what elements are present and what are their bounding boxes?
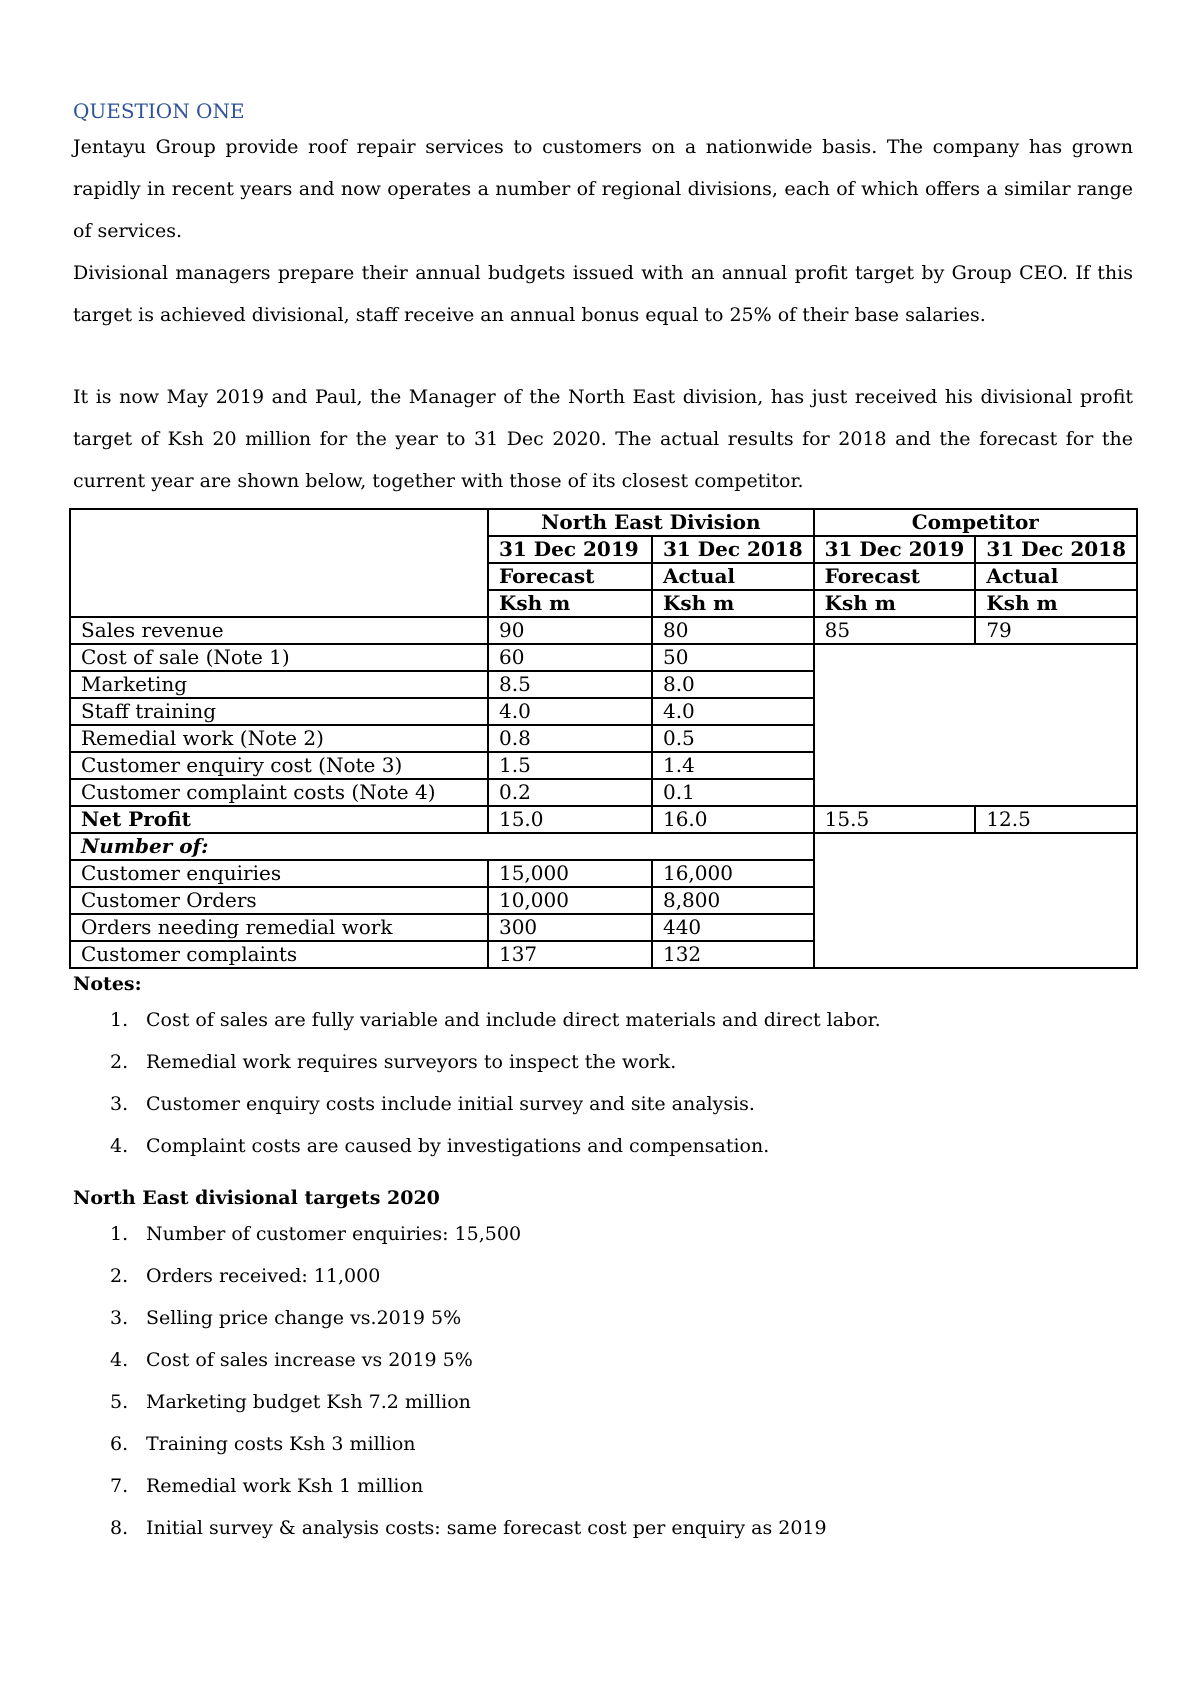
table-cell: 10,000 [488,887,652,914]
table-cell: 15.5 [814,806,976,833]
targets-list [73,1213,1133,1549]
date-header: 31 Dec 2019 [488,536,652,563]
table-cell: 1.4 [652,752,814,779]
table-cell: 8.5 [488,671,652,698]
row-label: Customer enquiry cost (Note 3) [70,752,488,779]
row-label: Orders needing remedial work [70,914,488,941]
empty-competitor-cell [814,833,1137,968]
table-cell: 90 [488,617,652,644]
table-cell: 8,800 [652,887,814,914]
target-text: Orders received: 11,000 [146,1265,381,1287]
targets-title: North East divisional targets 2020 [73,1187,440,1209]
table-cell: 0.5 [652,725,814,752]
row-label: Customer Orders [70,887,488,914]
table-cell: 440 [652,914,814,941]
target-text: Remedial work Ksh 1 million [146,1475,424,1497]
unit-header: Ksh m [975,590,1137,617]
list-item: 4. Complaint costs are caused by investigations and compensation. [110,1135,770,1157]
table-row [70,644,1137,671]
note-text: Remedial work requires surveyors to inspect the work. [146,1051,677,1073]
date-header: 31 Dec 2018 [652,536,814,563]
table-cell: 0.8 [488,725,652,752]
empty-header-cell [70,509,488,617]
note-text: Customer enquiry costs include initial survey and site analysis. [146,1093,755,1115]
list-item: 2. Orders received: 11,000 [110,1265,381,1287]
table-cell: 85 [814,617,976,644]
row-label: Sales revenue [70,617,488,644]
list-item: 4. Cost of sales increase vs 2019 5% [110,1349,473,1371]
unit-header: Ksh m [488,590,652,617]
table-header-row [70,509,1137,536]
table-cell: 15,000 [488,860,652,887]
row-label: Customer complaint costs (Note 4) [70,779,488,806]
table-cell: 12.5 [975,806,1137,833]
table-cell: 16,000 [652,860,814,887]
number-of-label: Number of: [70,833,814,860]
row-label: Staff training [70,698,488,725]
date-header: 31 Dec 2019 [814,536,976,563]
list-item: 6. Training costs Ksh 3 million [110,1433,416,1455]
note-text: Complaint costs are caused by investigations and compensation. [146,1135,770,1157]
list-item: 7. Remedial work Ksh 1 million [110,1475,424,1497]
list-item: 1. Cost of sales are fully variable and include direct materials and direct labor. [110,1009,881,1031]
list-item: 2. Remedial work requires surveyors to inspect the work. [110,1051,677,1073]
table-cell: 80 [652,617,814,644]
table-cell: 16.0 [652,806,814,833]
row-label: Marketing [70,671,488,698]
target-text: Number of customer enquiries: 15,500 [146,1223,522,1245]
table-row-number-of [70,833,1137,860]
target-text: Training costs Ksh 3 million [146,1433,416,1455]
table-cell: 4.0 [488,698,652,725]
group-header-competitor: Competitor [814,509,1137,536]
type-header: Actual [652,563,814,590]
table-cell: 15.0 [488,806,652,833]
type-header: Actual [975,563,1137,590]
row-label: Customer enquiries [70,860,488,887]
target-text: Cost of sales increase vs 2019 5% [146,1349,473,1371]
empty-competitor-cell [814,644,1137,806]
group-header-north-east: North East Division [488,509,814,536]
table-cell: 4.0 [652,698,814,725]
document-page [73,96,1133,1549]
table-cell: 8.0 [652,671,814,698]
unit-header: Ksh m [652,590,814,617]
target-text: Marketing budget Ksh 7.2 million [146,1391,471,1413]
table-cell: 300 [488,914,652,941]
list-item: 5. Marketing budget Ksh 7.2 million [110,1391,471,1413]
notes-list [73,999,1133,1167]
notes-title: Notes: [73,973,142,995]
question-heading: QUESTION ONE [73,99,245,123]
type-header: Forecast [814,563,976,590]
table-cell: 137 [488,941,652,968]
note-text: Cost of sales are fully variable and include direct materials and direct labor. [146,1009,881,1031]
list-item: 8. Initial survey & analysis costs: same forecast cost per enquiry as 2019 [110,1517,827,1539]
table-cell: 60 [488,644,652,671]
target-text: Initial survey & analysis costs: same forecast cost per enquiry as 2019 [146,1517,827,1539]
budget-paragraph: Divisional managers prepare their annual budgets issued with an annual profit target by Group CEO. If this target is achieved divisional, staff receive an annual bonus equal to 25% of their base salaries. [73,262,1133,326]
table-row-sales [70,617,1137,644]
context-paragraph: It is now May 2019 and Paul, the Manager of the North East division, has just received his divisional profit target of Ksh 20 million for the year to 31 Dec 2020. The actual results for 2018 and the forecast for the current year are shown below, together with those of its closest competitor. [73,386,1133,492]
row-label: Remedial work (Note 2) [70,725,488,752]
table-row-net-profit [70,806,1137,833]
table-cell: 0.1 [652,779,814,806]
results-table [69,508,1138,969]
table-cell: 50 [652,644,814,671]
row-label: Customer complaints [70,941,488,968]
table-cell: 1.5 [488,752,652,779]
list-item: 3. Selling price change vs.2019 5% [110,1307,462,1329]
row-label: Net Profit [70,806,488,833]
type-header: Forecast [488,563,652,590]
table-cell: 0.2 [488,779,652,806]
unit-header: Ksh m [814,590,976,617]
table-cell: 132 [652,941,814,968]
row-label: Cost of sale (Note 1) [70,644,488,671]
intro-paragraph: Jentayu Group provide roof repair services to customers on a nationwide basis. The company has grown rapidly in recent years and now operates a number of regional divisions, each of which offers a similar range of services. [73,136,1133,242]
list-item: 3. Customer enquiry costs include initial survey and site analysis. [110,1093,755,1115]
table-cell: 79 [975,617,1137,644]
list-item: 1. Number of customer enquiries: 15,500 [110,1223,522,1245]
target-text: Selling price change vs.2019 5% [146,1307,462,1329]
date-header: 31 Dec 2018 [975,536,1137,563]
